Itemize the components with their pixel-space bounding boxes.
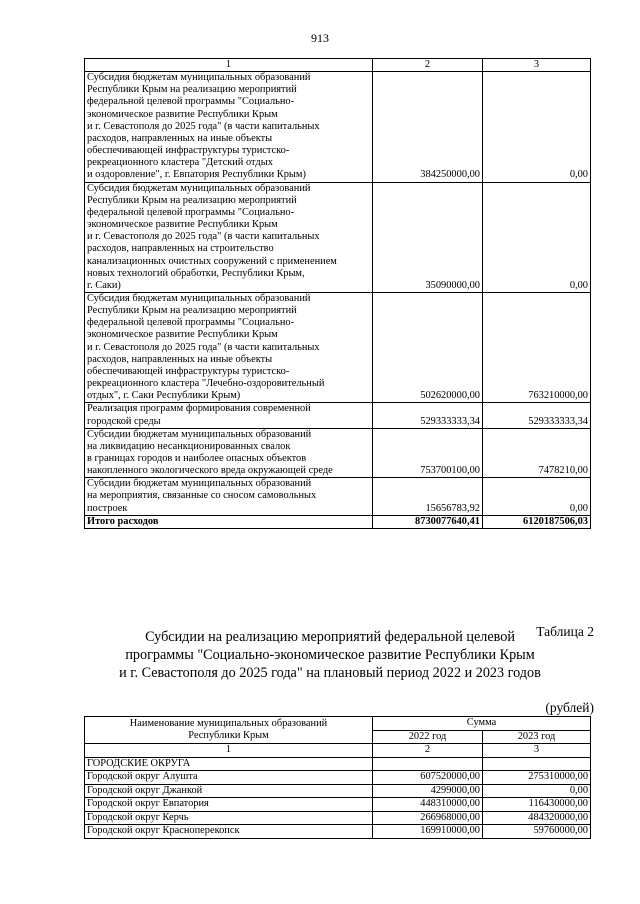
row-value-2023: 529333333,34: [483, 403, 591, 428]
row-value-2022: 4299000,00: [373, 784, 483, 798]
table-row: [85, 825, 591, 839]
row-name: Городской округ Джанкой: [85, 784, 373, 798]
section-row: [85, 757, 591, 771]
row-value-2022: 753700100,00: [373, 428, 483, 478]
row-name: Субсидии бюджетам муниципальных образований на ликвидацию несанкционированных свалок в границах городов и наиболее опасных объектов накопленного экологического вреда окружающей среде: [85, 428, 373, 478]
table-label: Таблица 2: [536, 624, 594, 639]
row-value-2023: 0,00: [483, 72, 591, 182]
column-number-2: 2: [373, 744, 483, 758]
table-row: [85, 428, 591, 478]
empty-cell: [373, 757, 483, 771]
row-value-2022: 529333333,34: [373, 403, 483, 428]
table-row: [85, 784, 591, 798]
column-number-1: 1: [85, 59, 373, 72]
total-label: Итого расходов: [85, 515, 373, 528]
column-number-2: 2: [373, 59, 483, 72]
row-name: Городской округ Алушта: [85, 771, 373, 785]
table-row: [85, 478, 591, 515]
title-line: программы "Социально-экономическое развитие Республики Крым: [125, 647, 535, 663]
table-row: [85, 292, 591, 402]
subsidies-table: [84, 716, 591, 839]
column-header-2023: 2023 год: [483, 730, 591, 744]
row-value-2022: 502620000,00: [373, 292, 483, 402]
row-value-2023: 763210000,00: [483, 292, 591, 402]
row-value-2023: 275310000,00: [483, 771, 591, 785]
row-value-2023: 116430000,00: [483, 798, 591, 812]
row-name: Субсидия бюджетам муниципальных образований Республики Крым на реализацию мероприятий федеральной целевой программы "Социально- экономическое развитие Республики Крым и г. Севастополя до 2025 года" (в части капитальных расходов, направленных на иные объекты обеспечивающей инфраструктуры туристско- рекреационного кластера "Лечебно-оздоровительный отдых", г. Саки Республики Крым): [85, 292, 373, 402]
empty-cell: [483, 757, 591, 771]
row-value-2022: 35090000,00: [373, 182, 483, 292]
section-title: ГОРОДСКИЕ ОКРУГА: [85, 757, 373, 771]
table-header-row: [85, 59, 591, 72]
table-row: [85, 403, 591, 428]
column-number-3: 3: [483, 744, 591, 758]
row-value-2023: 484320000,00: [483, 811, 591, 825]
title-line: Субсидии на реализацию мероприятий федеральной целевой: [145, 629, 515, 645]
column-number-3: 3: [483, 59, 591, 72]
row-name: Городской округ Керчь: [85, 811, 373, 825]
table-row: [85, 72, 591, 182]
row-value-2022: 448310000,00: [373, 798, 483, 812]
column-numbers-row: [85, 744, 591, 758]
row-value-2023: 59760000,00: [483, 825, 591, 839]
total-value-2023: 6120187506,03: [483, 515, 591, 528]
column-header-sum: Сумма: [373, 717, 591, 731]
row-name: Субсидия бюджетам муниципальных образований Республики Крым на реализацию мероприятий федеральной целевой программы "Социально- экономическое развитие Республики Крым и г. Севастополя до 2025 года" (в части капитальных расходов, направленных на иные объекты обеспечивающей инфраструктуры туристско- рекреационного кластера "Детский отдых и оздоровление", г. Евпатория Республики Крым): [85, 72, 373, 182]
total-value-2022: 8730077640,41: [373, 515, 483, 528]
row-value-2022: 169910000,00: [373, 825, 483, 839]
expenses-table: [84, 58, 591, 529]
row-name: Субсидия бюджетам муниципальных образований Республики Крым на реализацию мероприятий федеральной целевой программы "Социально- экономическое развитие Республики Крым и г. Севастополя до 2025 года" (в части капитальных расходов, направленных на строительство канализационных очистных сооружений с применением новых технологий обработки, Республики Крым, г. Саки): [85, 182, 373, 292]
row-value-2023: 0,00: [483, 784, 591, 798]
units-label: (рублей): [545, 700, 594, 715]
row-name: Городской округ Евпатория: [85, 798, 373, 812]
table-title: [60, 628, 600, 682]
column-number-1: 1: [85, 744, 373, 758]
table-row: [85, 798, 591, 812]
row-name: Реализация программ формирования современной городской среды: [85, 403, 373, 428]
table-header-row: [85, 717, 591, 731]
column-header-2022: 2022 год: [373, 730, 483, 744]
row-value-2022: 607520000,00: [373, 771, 483, 785]
table-row: [85, 771, 591, 785]
table-row: [85, 182, 591, 292]
total-row: [85, 515, 591, 528]
row-value-2023: 7478210,00: [483, 428, 591, 478]
row-value-2022: 266968000,00: [373, 811, 483, 825]
table-row: [85, 811, 591, 825]
row-value-2023: 0,00: [483, 478, 591, 515]
row-value-2022: 15656783,92: [373, 478, 483, 515]
title-line: и г. Севастополя до 2025 года" на плановый период 2022 и 2023 годов: [119, 665, 541, 681]
column-header-name: Наименование муниципальных образований Республики Крым: [85, 717, 373, 744]
row-value-2023: 0,00: [483, 182, 591, 292]
row-name: Субсидии бюджетам муниципальных образований на мероприятия, связанные со сносом самовольных построек: [85, 478, 373, 515]
row-name: Городской округ Красноперекопск: [85, 825, 373, 839]
page-number: 913: [311, 31, 329, 45]
row-value-2022: 384250000,00: [373, 72, 483, 182]
